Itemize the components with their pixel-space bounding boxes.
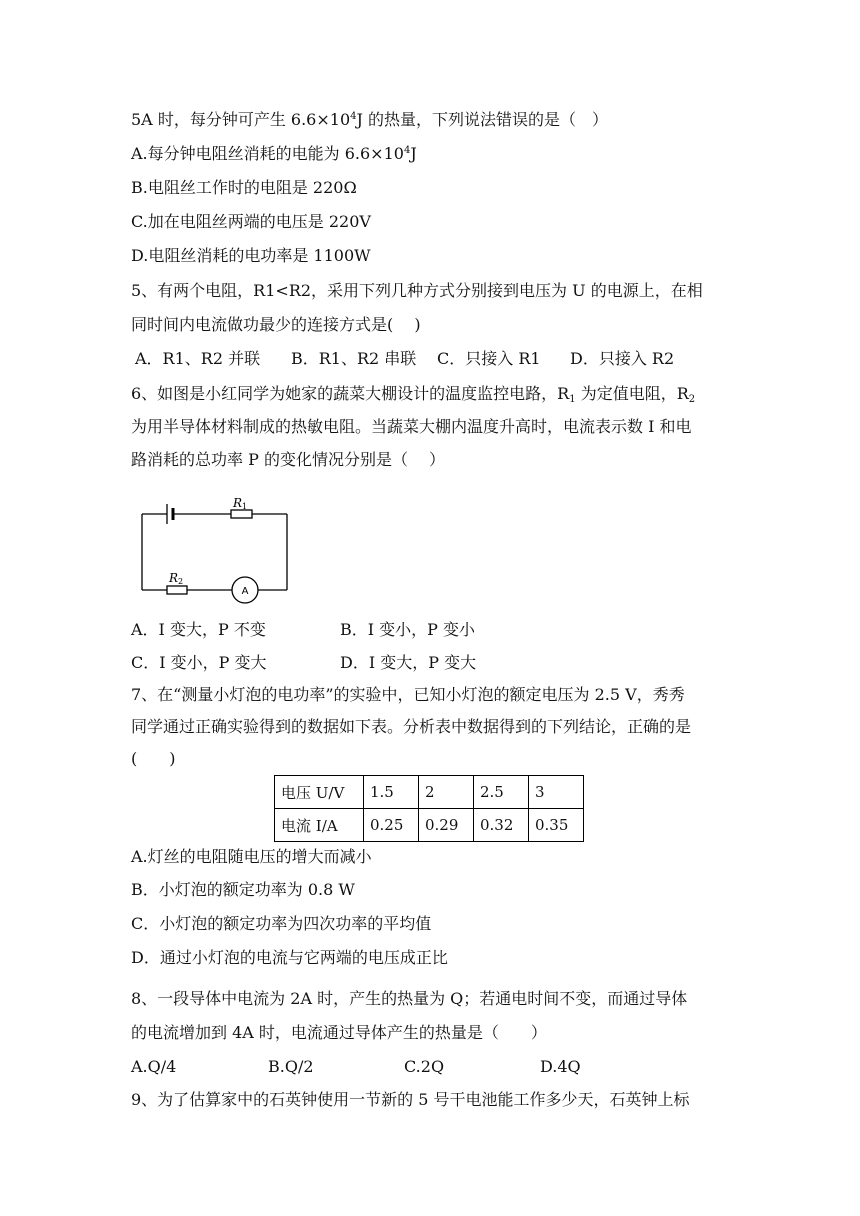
q8-stem-line-2: 的电流增加到 4A 时，电流通过导体产生的热量是（ ） (131, 1023, 547, 1042)
q7-option-a: A.灯丝的电阻随电压的增大而减小 (131, 847, 372, 866)
q8-option-b: B.Q/2 (268, 1057, 314, 1076)
q6-r1-subscript: 1 (569, 394, 576, 405)
q6-option-b: B．I 变小，P 变小 (340, 620, 476, 639)
q5-option-b: B．R1、R2 串联 (291, 349, 417, 368)
q6-stem-line-1 (131, 384, 695, 404)
q4-option-a-text: A.每分钟电阻丝消耗的电能为 6.6×10 (131, 144, 404, 163)
table-cell: 电压 U/V (275, 776, 364, 809)
table-row (275, 809, 584, 842)
circuit-diagram (130, 490, 300, 608)
table-cell: 3 (529, 776, 584, 809)
r2-label: R2 (169, 571, 184, 586)
resistor-r1 (231, 510, 252, 518)
q6-stem-line-3: 路消耗的总功率 P 的变化情况分别是（ ） (131, 450, 446, 469)
table-cell: 0.29 (419, 809, 474, 842)
q4-stem-line (131, 110, 608, 130)
q6-option-d: D．I 变大，P 变大 (340, 653, 477, 672)
q6-option-a: A．I 变大，P 不变 (131, 620, 266, 639)
q4-option-a-exponent: 4 (403, 145, 411, 156)
q4-option-a-tail: J (410, 144, 417, 163)
q6-stem-text: 6、如图是小红同学为她家的蔬菜大棚设计的温度监控电路，R (131, 384, 570, 403)
r1-label: R1 (233, 496, 248, 511)
data-table (274, 775, 584, 842)
q7-stem-line-1: 7、在“测量小灯泡的电功率”的实验中，已知小灯泡的额定电压为 2.5 V，秀秀 (131, 685, 685, 704)
ammeter-label: A (241, 586, 249, 597)
table-cell: 0.25 (364, 809, 419, 842)
q7-option-b: B．小灯泡的额定功率为 0.8 W (131, 880, 355, 899)
q5-option-a: A．R1、R2 并联 (135, 349, 261, 368)
q8-stem-line-1: 8、一段导体中电流为 2A 时，产生的热量为 Q；若通电时间不变，而通过导体 (131, 989, 688, 1008)
q6-stem-line-2: 为用半导体材料制成的热敏电阻。当蔬菜大棚内温度升高时，电流表示数 I 和电 (131, 417, 692, 436)
table-row (275, 776, 584, 809)
q6-option-c: C．I 变小，P 变大 (131, 653, 267, 672)
table-cell: 1.5 (364, 776, 419, 809)
q4-option-d: D.电阻丝消耗的电功率是 1100W (131, 246, 371, 265)
q9-stem-line-1: 9、为了估算家中的石英钟使用一节新的 5 号干电池能工作多少天，石英钟上标 (131, 1090, 690, 1109)
table-cell: 0.35 (529, 809, 584, 842)
q7-option-c: C．小灯泡的额定功率为四次功率的平均值 (131, 914, 432, 933)
q5-option-d: D．只接入 R2 (570, 349, 675, 368)
q4-stem-exponent: 4 (350, 111, 357, 122)
q5-stem-line-2: 同时间内电流做功最少的连接方式是( ) (131, 315, 421, 334)
resistor-r2 (167, 586, 187, 594)
q4-stem-tail: J 的热量，下列说法错误的是（ ） (356, 110, 609, 129)
q7-stem-line-3: ( ) (131, 749, 176, 768)
q8-option-d: D.4Q (540, 1057, 581, 1076)
q7-option-d: D．通过小灯泡的电流与它两端的电压成正比 (131, 948, 448, 967)
table-cell: 2.5 (474, 776, 529, 809)
q6-r2-subscript: 2 (688, 394, 696, 405)
q5-option-c: C．只接入 R1 (437, 349, 541, 368)
q4-option-a (131, 144, 417, 164)
q6-stem-text-2: 为定值电阻，R (575, 384, 689, 403)
q8-option-c: C.2Q (404, 1057, 445, 1076)
table-cell: 电流 I/A (275, 809, 364, 842)
table-cell: 0.32 (474, 809, 529, 842)
q5-stem-line-1: 5、有两个电阻，R1<R2，采用下列几种方式分别接到电压为 U 的电源上，在相 (131, 281, 703, 300)
q8-option-a: A.Q/4 (131, 1057, 177, 1076)
q4-stem-text: 5A 时，每分钟可产生 6.6×10 (131, 110, 351, 129)
table-cell: 2 (419, 776, 474, 809)
q4-option-b: B.电阻丝工作时的电阻是 220Ω (131, 178, 357, 197)
q4-option-c: C.加在电阻丝两端的电压是 220V (131, 212, 371, 231)
q7-stem-line-2: 同学通过正确实验得到的数据如下表。分析表中数据得到的下列结论，正确的是 (131, 717, 692, 736)
